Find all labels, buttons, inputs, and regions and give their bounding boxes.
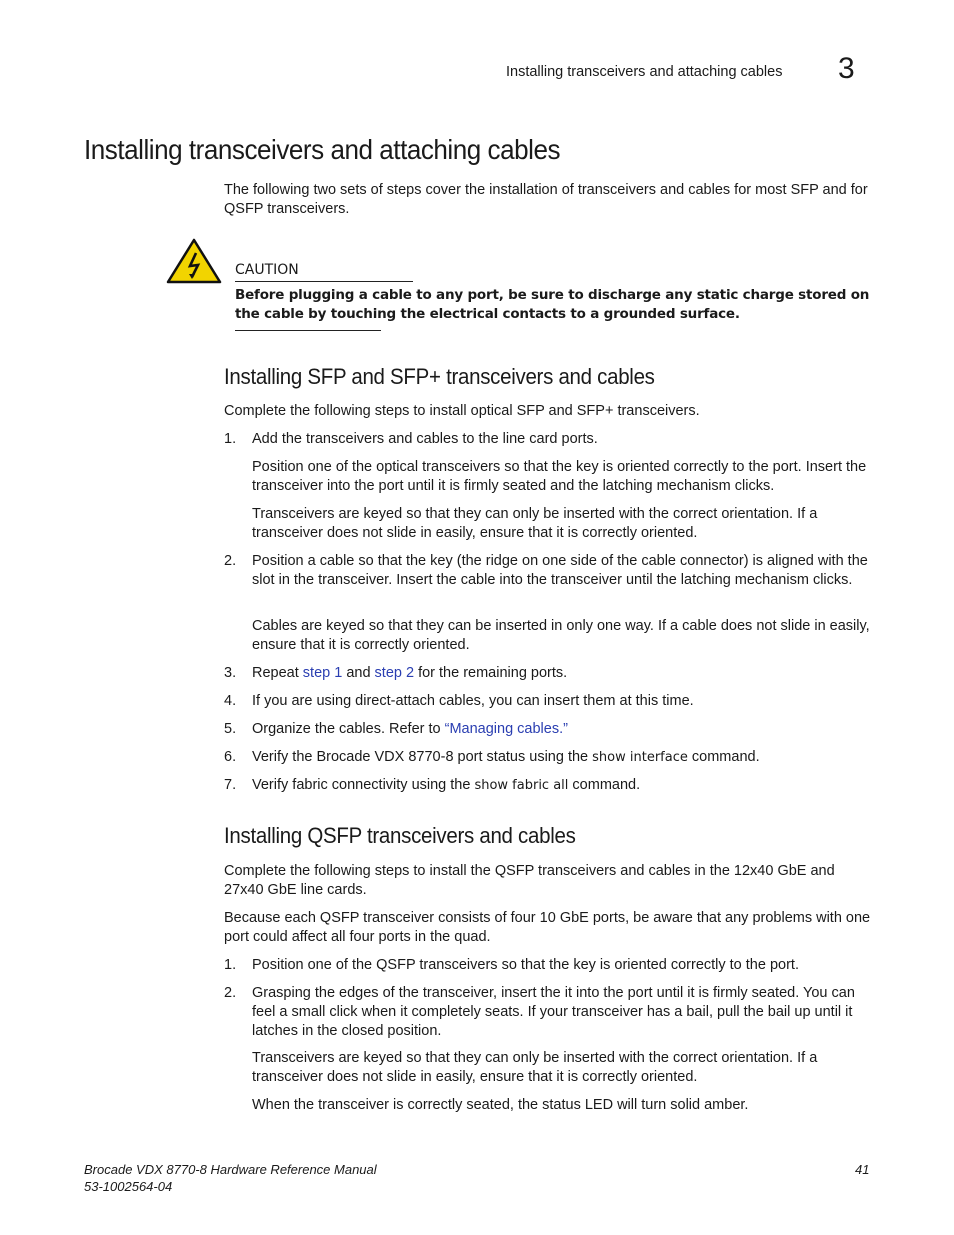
footer-doc-number: 53-1002564-04 xyxy=(84,1179,173,1194)
list-item xyxy=(252,664,874,683)
list-item-number: 3. xyxy=(224,665,237,681)
list-item xyxy=(252,776,874,795)
list-item-number: 4. xyxy=(224,693,237,709)
footer-page-number: 41 xyxy=(855,1162,870,1177)
page-title: Installing transceivers and attaching cables xyxy=(84,134,561,165)
qsfp-note: Because each QSFP transceiver consists of four 10 GbE ports, be aware that any problems with one port could affect all four ports in the quad. xyxy=(224,910,871,945)
list-item-number: 6. xyxy=(224,749,237,765)
command-show-fabric-all: show fabric all xyxy=(474,778,569,793)
list-item: Position a cable so that the key (the ridge on one side of the cable connector) is aligned with the slot in the transceiver. Insert the cable into the transceiver until the latching mechanism clicks. xyxy=(252,553,868,588)
section-heading-sfp: Installing SFP and SFP+ transceivers and cables xyxy=(224,364,655,389)
step-text: and xyxy=(342,665,375,681)
step-text: Repeat xyxy=(252,665,303,681)
step-paragraph: Cables are keyed so that they can be inserted in only one way. If a cable does not slide in easily, ensure that it is correctly oriented. xyxy=(252,618,870,653)
section-heading-qsfp: Installing QSFP transceivers and cables xyxy=(224,823,576,848)
list-item-number: 7. xyxy=(224,777,237,793)
list-item-number: 2. xyxy=(224,985,237,1001)
step-paragraph: Position one of the optical transceivers so that the key is oriented correctly to the port. Insert the transceiver into the port until it is firmly seated and the latching mechanism clicks. xyxy=(252,459,867,494)
step-2-link[interactable]: step 2 xyxy=(374,665,415,681)
list-item-number: 2. xyxy=(224,553,237,569)
command-show-interface: show interface xyxy=(592,750,688,765)
caution-divider-bottom xyxy=(235,330,381,331)
step-paragraph: When the transceiver is correctly seated, the status LED will turn solid amber. xyxy=(252,1097,749,1113)
managing-cables-link[interactable]: “Managing cables.” xyxy=(444,721,568,737)
footer-manual-title: Brocade VDX 8770-8 Hardware Reference Manual xyxy=(84,1162,377,1177)
chapter-number: 3 xyxy=(838,52,855,85)
list-item: Add the transceivers and cables to the line card ports. xyxy=(252,431,598,447)
running-header: Installing transceivers and attaching cables xyxy=(506,64,783,80)
step-text: Verify fabric connectivity using the xyxy=(252,777,475,793)
caution-divider xyxy=(235,281,413,282)
caution-text: Before plugging a cable to any port, be sure to discharge any static charge stored on the cable by touching the electrical contacts to a grounded surface. xyxy=(235,287,870,322)
caution-label: CAUTION xyxy=(235,262,299,278)
step-text: command. xyxy=(568,777,641,793)
qsfp-intro: Complete the following steps to install the QSFP transceivers and cables in the 12x40 GbE and 27x40 GbE line cards. xyxy=(224,863,835,898)
list-item xyxy=(252,720,874,739)
list-item xyxy=(252,748,874,767)
list-item-number: 5. xyxy=(224,721,237,737)
step-1-link[interactable]: step 1 xyxy=(302,665,343,681)
list-item: Grasping the edges of the transceiver, insert the it into the port until it is firmly seated. You can feel a small click when it completely seats. If your transceiver has a bail, pull the bail up until it latches in the closed position. xyxy=(252,985,855,1039)
step-text: Verify the Brocade VDX 8770-8 port status using the xyxy=(252,749,593,765)
list-item-number: 1. xyxy=(224,957,237,973)
intro-paragraph: The following two sets of steps cover the installation of transceivers and cables for most SFP and for QSFP transceivers. xyxy=(224,182,868,217)
list-item: Position one of the QSFP transceivers so that the key is oriented correctly to the port. xyxy=(252,957,799,973)
step-paragraph: Transceivers are keyed so that they can only be inserted with the correct orientation. If a transceiver does not slide in easily, ensure that it is correctly oriented. xyxy=(252,1050,818,1085)
high-voltage-warning-icon xyxy=(166,238,222,284)
step-text: Organize the cables. Refer to xyxy=(252,721,445,737)
step-paragraph: Transceivers are keyed so that they can only be inserted with the correct orientation. If a transceiver does not slide in easily, ensure that it is correctly oriented. xyxy=(252,506,818,541)
list-item: If you are using direct-attach cables, you can insert them at this time. xyxy=(252,693,694,709)
step-text: command. xyxy=(687,749,760,765)
sfp-intro: Complete the following steps to install optical SFP and SFP+ transceivers. xyxy=(224,403,700,419)
list-item-number: 1. xyxy=(224,431,237,447)
step-text: for the remaining ports. xyxy=(414,665,568,681)
